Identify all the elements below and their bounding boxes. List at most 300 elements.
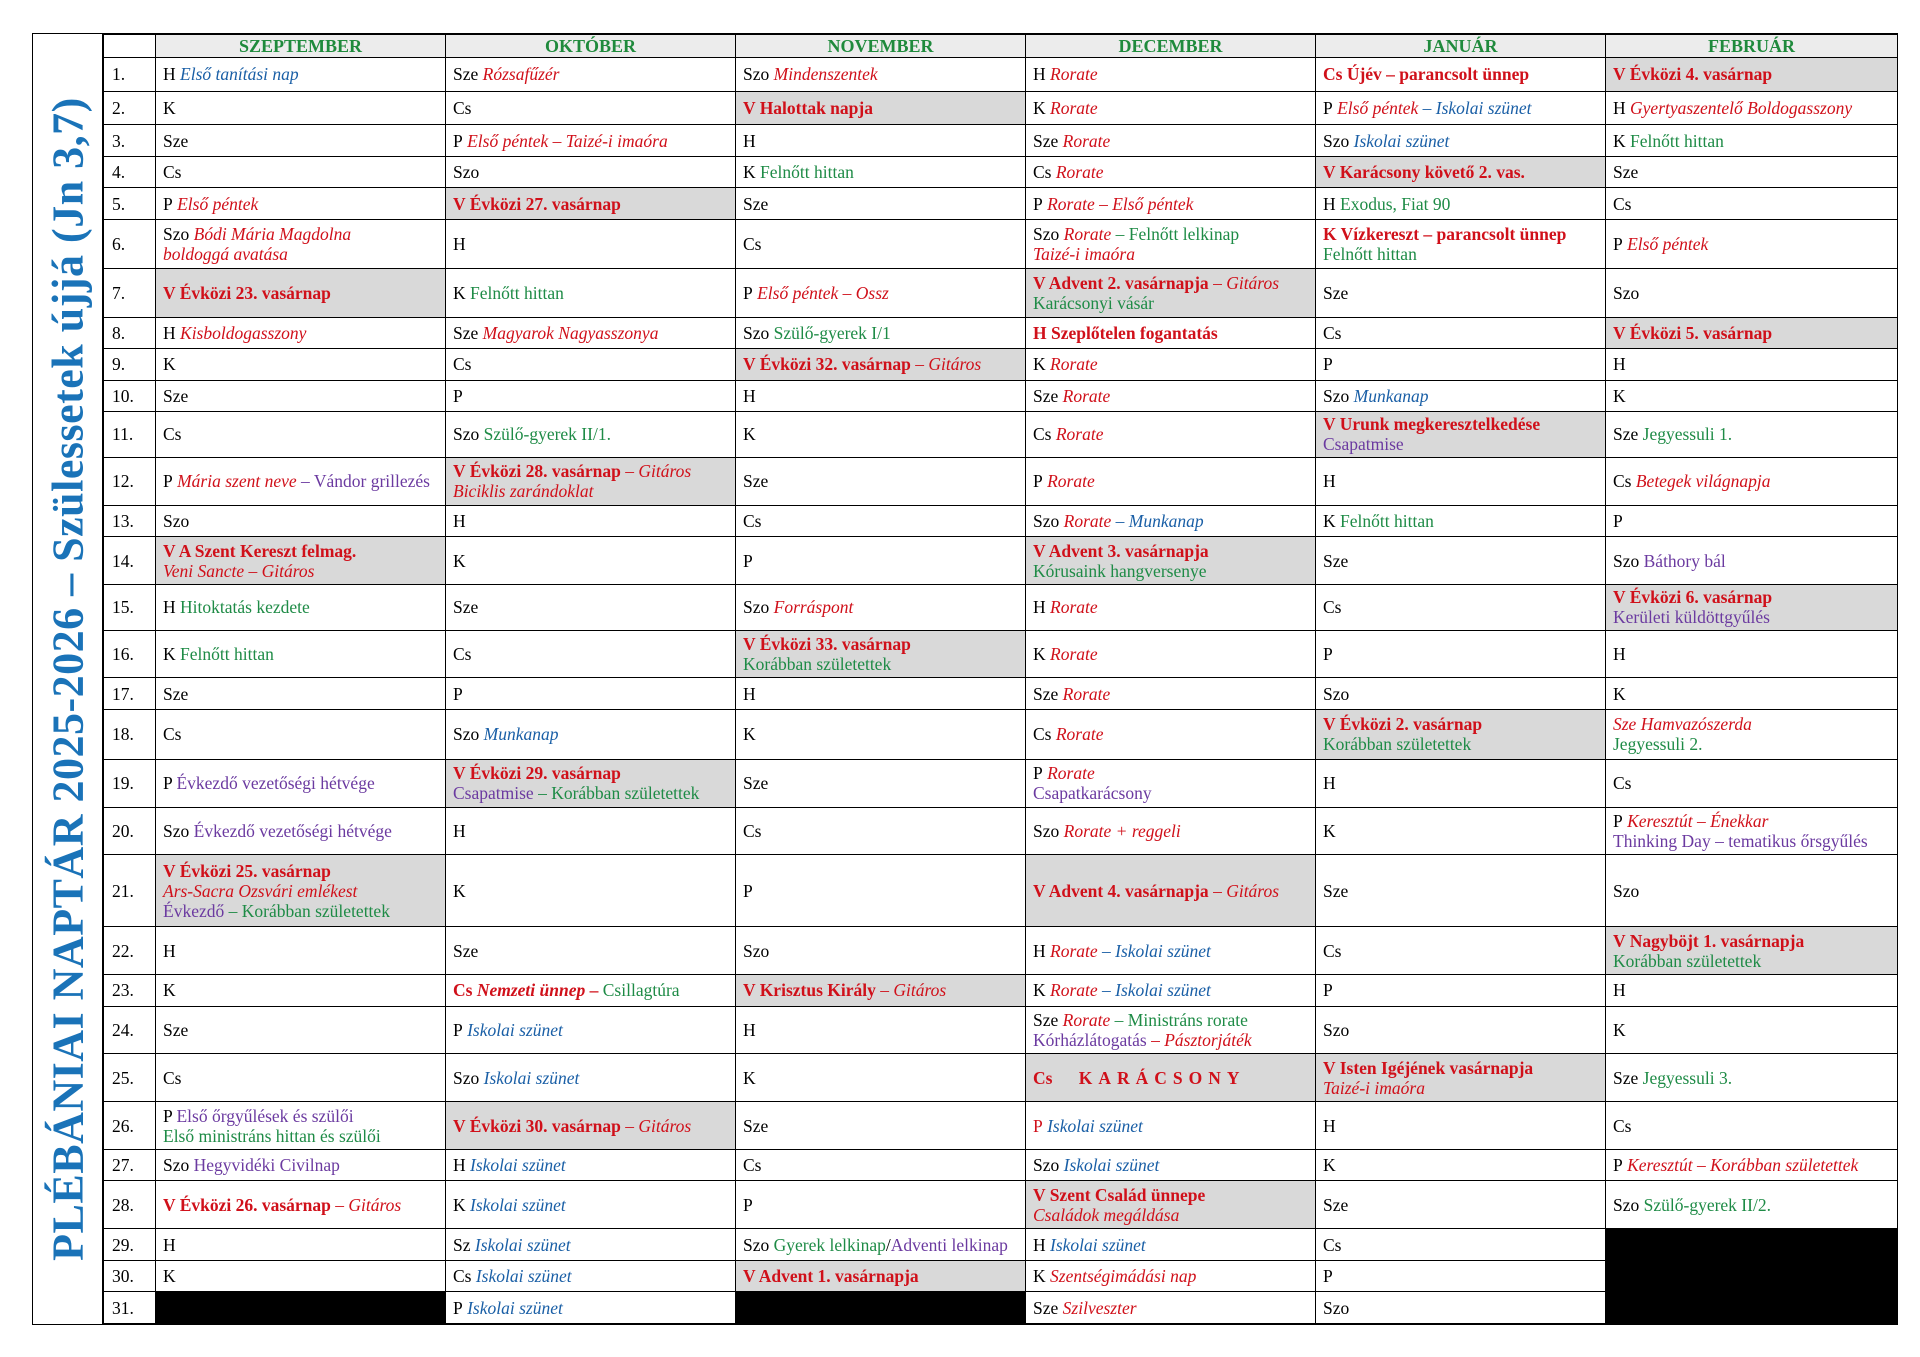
entry-text: V Nagyböjt 1. vasárnapja [1613,930,1805,951]
entry-text: Csillagtúra [602,980,680,1001]
day-cell-október [446,91,736,125]
day-cell-december [1026,855,1316,927]
day-number: 9. [104,349,156,381]
entry-line [163,821,438,841]
entry-line [1323,1078,1598,1098]
day-row [104,125,1898,157]
entry-text: Első péntek – Taizé-i imaóra [462,130,668,151]
entry-line [453,1155,728,1175]
day-cell-szeptember [156,1181,446,1229]
day-row [104,630,1898,678]
entry-text: Cs [743,510,762,531]
day-row [104,807,1898,855]
entry-text: Felnőtt hittan [1625,130,1724,151]
entry-text: Cs [453,1266,472,1287]
entry-text: – Gitáros [620,461,692,482]
day-cell-november [736,412,1026,458]
day-cell-február [1606,927,1898,975]
day-row [104,505,1898,537]
entry-line [743,773,1018,793]
entry-line [743,386,1018,406]
entry-text: Cs [453,643,472,664]
entry-text: Szülő-gyerek II/2. [1639,1194,1771,1215]
entry-text: Mária szent neve [172,471,297,492]
entry-text: Szo [1613,1194,1640,1215]
day-cell-december [1026,1054,1316,1102]
entry-line [453,684,728,704]
entry-line [163,724,438,744]
entry-text: Felnőtt hittan [755,162,854,183]
day-cell-február [1606,380,1898,412]
entry-text: P [163,193,173,214]
entry-text: Sz [453,1234,471,1255]
entry-text: V Évközi 29. vasárnap [453,763,621,784]
entry-line [1323,414,1598,434]
day-row [104,927,1898,975]
entry-line [163,1235,438,1255]
entry-line [453,162,728,182]
day-number: 19. [104,759,156,807]
entry-text: H [1033,940,1046,961]
entry-text: Karácsonyi vásár [1033,292,1154,313]
entry-line [1033,471,1308,491]
entry-text: K [1033,643,1046,664]
day-cell-február [1606,268,1898,317]
entry-text: – [1097,940,1116,961]
entry-line [1613,162,1890,182]
day-cell-január [1316,380,1606,412]
day-number: 27. [104,1149,156,1181]
day-cell-november [736,759,1026,807]
day-cell-december [1026,1260,1316,1292]
entry-text: H [1033,597,1046,618]
entry-text: Szo [743,64,770,85]
day-cell-február [1606,317,1898,349]
entry-line [453,194,728,214]
day-cell-szeptember [156,537,446,585]
entry-text: K [453,1194,466,1215]
entry-line [163,901,438,921]
entry-text: V Évközi 26. vasárnap [163,1194,331,1215]
entry-line [163,224,438,244]
entry-line [163,64,438,84]
entry-text: K Vízkereszt – parancsolt ünnep [1323,223,1567,244]
entry-line [163,98,438,118]
entry-line [1033,64,1308,84]
entry-text: Szülő-gyerek II/1. [479,424,611,445]
day-cell-szeptember [156,1229,446,1261]
entry-text: K [163,980,176,1001]
entry-line [743,941,1018,961]
day-cell-február [1606,1292,1898,1324]
day-cell-december [1026,1006,1316,1054]
day-cell-szeptember [156,1149,446,1181]
entry-text: Sze [1033,1009,1059,1030]
entry-text: Szo [1323,1019,1350,1040]
entry-line [1613,980,1890,1000]
entry-line [1613,1195,1890,1215]
day-cell-február [1606,156,1898,188]
entry-line [743,511,1018,531]
header-row [104,35,1898,58]
entry-text: Szo [1613,550,1640,571]
entry-line [1033,162,1308,182]
entry-text: Sze [1323,550,1349,571]
entry-text: P [453,385,463,406]
day-cell-november [736,1006,1026,1054]
day-cell-november [736,1292,1026,1324]
day-row [104,1054,1898,1102]
day-cell-november [736,1260,1026,1292]
entry-text: Szentségimádási nap [1045,1266,1197,1287]
day-cell-december [1026,125,1316,157]
entry-text: P [1613,1155,1623,1176]
day-cell-december [1026,1292,1316,1324]
entry-text: Cs [743,821,762,842]
entry-line [1033,98,1308,118]
day-cell-szeptember [156,219,446,268]
day-cell-február [1606,584,1898,630]
title-sidebar [33,34,103,1324]
entry-text: Ars-Sacra Ozsvári emlékest [163,880,358,901]
entry-text: P [453,1019,463,1040]
entry-text: Cs [453,980,477,1001]
entry-text: H [1323,471,1336,492]
day-cell-november [736,709,1026,759]
day-cell-február [1606,349,1898,381]
day-number: 3. [104,125,156,157]
entry-text: K [163,1266,176,1287]
day-cell-október [446,709,736,759]
entry-text: Taizé-i imaóra [1033,243,1135,264]
day-cell-szeptember [156,709,446,759]
entry-text: P [453,683,463,704]
entry-text: V Évközi 6. vasárnap [1613,587,1773,608]
entry-line [163,386,438,406]
entry-text: Sze [1323,1194,1349,1215]
entry-line [1033,194,1308,214]
entry-line [453,461,728,481]
day-cell-november [736,1054,1026,1102]
entry-text: Sze [163,130,189,151]
entry-text: P [1033,193,1043,214]
entry-text: Felnőtt hittan [175,643,274,664]
day-cell-szeptember [156,268,446,317]
day-cell-szeptember [156,927,446,975]
entry-line [453,481,728,501]
entry-line [1613,831,1890,851]
day-cell-január [1316,1181,1606,1229]
entry-text: Első péntek [1332,98,1419,119]
day-cell-január [1316,584,1606,630]
entry-text: Gyerek lelkinap [769,1234,886,1255]
day-row [104,678,1898,710]
day-cell-október [446,156,736,188]
day-number: 12. [104,457,156,505]
day-cell-december [1026,759,1316,807]
day-cell-január [1316,91,1606,125]
entry-line [743,1195,1018,1215]
day-cell-december [1026,1181,1316,1229]
day-row [104,1006,1898,1054]
entry-line [453,724,728,744]
entry-text: K [1033,980,1046,1001]
entry-text: Iskolai szünet [1059,1155,1160,1176]
entry-line [1033,881,1308,901]
entry-line [1613,1116,1890,1136]
entry-line [1033,1266,1308,1286]
day-cell-október [446,317,736,349]
entry-line [1323,881,1598,901]
entry-text: V Karácsony követő 2. vas. [1323,162,1525,183]
entry-text: V A Szent Kereszt felmag. [163,540,357,561]
entry-text: Kisboldogasszony [175,322,307,343]
entry-text: Cs [1323,940,1342,961]
entry-text: Szo [163,821,190,842]
entry-text: Szo [1323,385,1350,406]
entry-text: K [1033,1266,1046,1287]
entry-line [743,354,1018,374]
entry-line [1323,511,1598,531]
entry-text: Bódi Mária Magdolna [189,223,352,244]
entry-text: Mindenszentek [769,64,878,85]
entry-line [453,354,728,374]
entry-line [163,881,438,901]
entry-line [1323,64,1598,84]
entry-text: Kerületi küldöttgyűlés [1613,607,1770,628]
entry-text: Biciklis zarándoklat [453,481,594,502]
entry-text: V Advent 4. vasárnapja [1033,880,1209,901]
entry-text: P [163,471,173,492]
day-cell-február [1606,125,1898,157]
day-cell-február [1606,219,1898,268]
entry-text: K [163,354,176,375]
entry-line [453,941,728,961]
entry-text: V Évközi 23. vasárnap [163,282,331,303]
entry-text: K [743,424,756,445]
entry-text: H [1033,64,1046,85]
entry-line [453,283,728,303]
entry-line [163,861,438,881]
calendar-sheet [32,33,1898,1325]
entry-line [453,881,728,901]
entry-line [743,64,1018,84]
entry-line [1323,644,1598,664]
entry-text: Sze [1613,424,1639,445]
entry-line [1033,244,1308,264]
entry-line [743,131,1018,151]
entry-line [453,1195,728,1215]
entry-line [1613,98,1890,118]
day-cell-november [736,537,1026,585]
entry-line [453,98,728,118]
entry-text: Jegyessuli 3. [1638,1067,1733,1088]
entry-line [163,354,438,374]
entry-line [1613,386,1890,406]
day-cell-szeptember [156,317,446,349]
entry-text: V Évközi 27. vasárnap [453,193,621,214]
day-cell-december [1026,268,1316,317]
day-cell-december [1026,1229,1316,1261]
entry-line [743,162,1018,182]
entry-text: Sze [163,683,189,704]
day-row [104,1260,1898,1292]
entry-text: Cs [1323,322,1342,343]
entry-text: Rorate [1051,724,1104,745]
day-cell-január [1316,855,1606,927]
day-cell-december [1026,584,1316,630]
entry-line [1613,511,1890,531]
entry-line [1033,821,1308,841]
entry-text: V Advent 2. vasárnapja [1033,272,1209,293]
entry-text: Korábban születettek [743,653,892,674]
entry-text: Rorate [1058,385,1111,406]
entry-text: – Gitáros [875,980,947,1001]
entry-text: Szo [163,223,190,244]
entry-line [163,1195,438,1215]
entry-line [1323,1020,1598,1040]
day-number: 28. [104,1181,156,1229]
day-row [104,349,1898,381]
entry-text: – [1097,980,1116,1001]
entry-text: Munkanap [1128,510,1204,531]
entry-text: Rorate [1045,98,1098,119]
entry-line [453,131,728,151]
entry-line [453,821,728,841]
entry-line [1323,1235,1598,1255]
entry-text: P [1613,233,1623,254]
entry-text: Rorate [1045,980,1098,1001]
day-number: 4. [104,156,156,188]
entry-text: – Gitáros [620,1115,692,1136]
day-cell-december [1026,91,1316,125]
day-cell-november [736,927,1026,975]
entry-line [1033,1068,1308,1088]
day-cell-november [736,125,1026,157]
entry-text: Rorate [1059,510,1112,531]
day-cell-november [736,457,1026,505]
entry-line [1033,941,1308,961]
entry-text: Cs [453,354,472,375]
entry-text: Szo [1323,1297,1350,1318]
day-cell-november [736,380,1026,412]
entry-line [1033,1010,1308,1030]
entry-line [163,194,438,214]
entry-text: V Évközi 2. vasárnap [1323,714,1483,735]
day-cell-december [1026,975,1316,1007]
entry-text: H [163,1234,176,1255]
entry-text: Szo [1323,130,1350,151]
entry-text: Forráspont [769,597,854,618]
day-cell-szeptember [156,125,446,157]
entry-text: H [743,385,756,406]
day-row [104,457,1898,505]
entry-text: Iskolai szünet [1045,1234,1146,1255]
day-cell-október [446,1292,736,1324]
day-cell-szeptember [156,58,446,92]
day-cell-február [1606,759,1898,807]
day-number: 17. [104,678,156,710]
day-cell-szeptember [156,457,446,505]
day-cell-október [446,412,736,458]
entry-text: Iskolai szünet [1042,1115,1143,1136]
day-cell-február [1606,188,1898,220]
entry-text: Rorate – Első péntek [1042,193,1194,214]
entry-text: Sze [1613,1067,1639,1088]
entry-line [453,1068,728,1088]
entry-text: H [1033,1234,1046,1255]
entry-line [743,634,1018,654]
entry-line [743,821,1018,841]
day-cell-november [736,1229,1026,1261]
entry-text: K [743,724,756,745]
day-cell-február [1606,457,1898,505]
entry-text: K [1613,130,1626,151]
entry-line [1323,1155,1598,1175]
entry-text: Első péntek [172,193,259,214]
day-number: 30. [104,1260,156,1292]
day-cell-október [446,584,736,630]
entry-text: Korábban születettek [1323,734,1472,755]
entry-text: Sze [743,471,769,492]
calendar-table [103,34,1898,1324]
day-cell-november [736,317,1026,349]
entry-text: Rorate [1042,471,1095,492]
entry-line [1323,98,1598,118]
entry-text: Iskolai szünet [479,1067,580,1088]
entry-text: P [1613,510,1623,531]
entry-text: Szo [1033,510,1060,531]
day-cell-november [736,58,1026,92]
day-cell-november [736,678,1026,710]
day-cell-február [1606,1054,1898,1102]
day-cell-január [1316,188,1606,220]
entry-line [1033,724,1308,744]
entry-text: Iskolai szünet [465,1194,566,1215]
entry-text: Sze [1033,385,1059,406]
entry-text: Munkanap [1349,385,1429,406]
month-header: FEBRUÁR [1606,35,1898,58]
entry-text: H [1613,98,1626,119]
entry-line [453,323,728,343]
day-number: 25. [104,1054,156,1102]
day-row [104,759,1898,807]
entry-text: Korábban születettek [1613,950,1762,971]
entry-line [163,131,438,151]
entry-text: H [743,130,756,151]
day-cell-február [1606,58,1898,92]
day-cell-február [1606,1229,1898,1261]
day-cell-december [1026,927,1316,975]
entry-line [1323,1195,1598,1215]
entry-text: Iskolai szünet [1115,940,1211,961]
day-cell-február [1606,1102,1898,1150]
entry-text: H [453,821,466,842]
day-cell-november [736,1149,1026,1181]
entry-text: V Szent Család ünnepe [1033,1184,1206,1205]
day-cell-október [446,1054,736,1102]
entry-text: H [1323,1115,1336,1136]
entry-text: – [1111,510,1129,531]
entry-text: Iskolai szünet [1349,130,1450,151]
day-cell-szeptember [156,975,446,1007]
entry-text: K [1613,1019,1626,1040]
day-cell-szeptember [156,156,446,188]
day-row [104,380,1898,412]
entry-text: Rorate [1042,763,1095,784]
entry-text: Hitoktatás kezdete [175,597,310,618]
entry-line [163,283,438,303]
